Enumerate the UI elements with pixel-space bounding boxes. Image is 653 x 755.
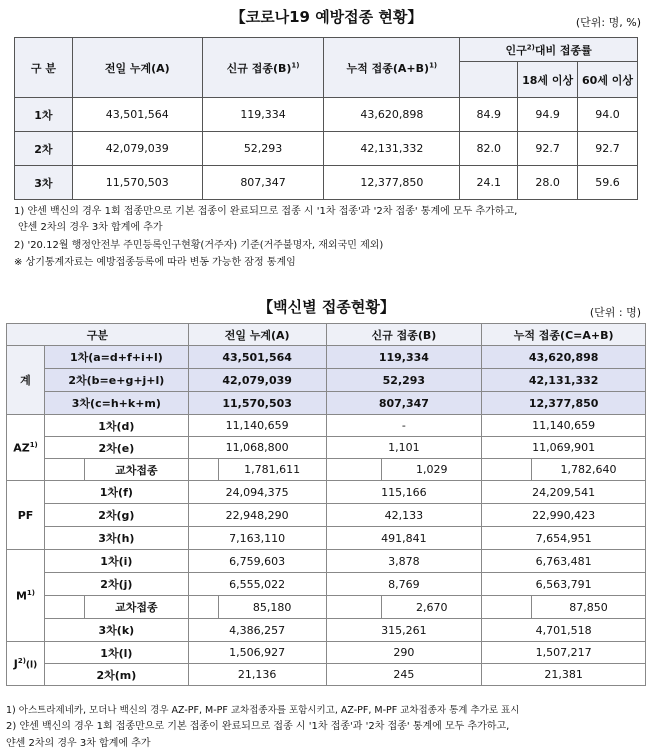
header-prev: 전일 누계(A) [72,38,202,98]
m-label: $M^{1)}$ [7,550,45,642]
table-row: 2차(e) 11,068,800 1,101 11,069,901 [7,437,646,459]
table2-title: 【백신별 접종현황】 [258,298,395,316]
table1-note-3: ※ 상기통계자료는 예방접종등록에 따라 변동 가능한 잠정 통계임 [14,257,296,268]
j-label: $J^{2)}(l)$ [7,642,45,686]
table-row: AZ$^{1)}$ 1차(d) 11,140,659 - 11,140,659 [7,415,646,437]
table1-unit: (단위: 명, %) [575,16,641,29]
table1-note-1b: 얀센 2차의 경우 3차 합계에 추가 [18,222,163,233]
table2-note-2b: 얀센 2차의 경우 3차 합계에 추가 [6,738,151,749]
table-row: 2차(j) 6,555,022 8,769 6,563,791 [7,573,646,596]
header-category: 구 분 [15,38,73,98]
table2-note-2: 2) 얀센 백신의 경우 1회 접종만으로 기본 접종이 완료되므로 접종 시 '1차 접종'과 '2차 접종' 통계에 모두 추가하고, [6,721,510,732]
table-row: 교차접종 1,781,611 1,029 1,782,640 [7,459,646,481]
table-row: 2차(g) 22,948,290 42,133 22,990,423 [7,504,646,527]
table-row: 3차(h) 7,163,110 491,841 7,654,951 [7,527,646,550]
table1-note-1: 1) 얀센 백신의 경우 1회 접종만으로 기본 접종이 완료되므로 접종 시 '1차 접종'과 '2차 접종' 통계에 모두 추가하고, [14,206,518,217]
table-row: PF 1차(f) 24,094,375 115,166 24,209,541 [7,481,646,504]
table-row: 3차 11,570,503 807,347 12,377,850 24.1 28.0 59.6 [15,166,638,200]
header-new: 신규 접종$(B)^{1)}$ [202,38,324,98]
table2-note-1: 1) 아스트라제네카, 모더나 백신의 경우 AZ-PF, M-PF 교차접종자를 포함시키고, AZ-PF, M-PF 교차접종자 통계 추가로 표시 [6,705,520,716]
header-age60: 60세 이상 [578,62,638,98]
az-label: AZ$^{1)}$ [7,415,45,481]
table1-title: 【코로나19 예방접종 현황】 [230,8,423,26]
table-row: 3차(c=h+k+m) 11,570,503 807,347 12,377,850 [7,392,646,415]
header-age18: 18세 이상 [518,62,578,98]
header-rate: 인구$^{2)}$대비 접종률 [460,38,638,62]
pf-label: PF [7,481,45,550]
table1-note-2: 2) '20.12월 행정안전부 주민등록인구현황(거주자) 기준(거주불명자, 재외국민 제외) [14,240,384,251]
table-row: 3차(k) 4,386,257 315,261 4,701,518 [7,619,646,642]
table-row: 2차(b=e+g+j+l) 42,079,039 52,293 42,131,332 [7,369,646,392]
t2-header-prev: 전일 누계(A) [188,324,326,346]
table-row: 계 1차(a=d+f+i+l) 43,501,564 119,334 43,620,898 [7,346,646,369]
table-row: $J^{2)}(l)$ 1차(l) 1,506,927 290 1,507,217 [7,642,646,664]
t2-header-cum: 누적 접종(C=A+B) [482,324,646,346]
total-label: 계 [7,346,45,415]
table-row: 2차(m) 21,136 245 21,381 [7,664,646,686]
table-row: 2차 42,079,039 52,293 42,131,332 82.0 92.7 92.7 [15,132,638,166]
table-row: 교차접종 85,180 2,670 87,850 [7,596,646,619]
table2-unit: (단위 : 명) [589,306,641,319]
header-cum: 누적 접종$(A+B)^{1)}$ [324,38,460,98]
table-row: $M^{1)}$ 1차(i) 6,759,603 3,878 6,763,481 [7,550,646,573]
vaccine-type-table [6,323,646,686]
t2-header-category: 구분 [7,324,189,346]
vaccination-status-table [14,37,638,200]
table-row: 1차 43,501,564 119,334 43,620,898 84.9 94.9 94.0 [15,98,638,132]
t2-header-new: 신규 접종(B) [326,324,482,346]
